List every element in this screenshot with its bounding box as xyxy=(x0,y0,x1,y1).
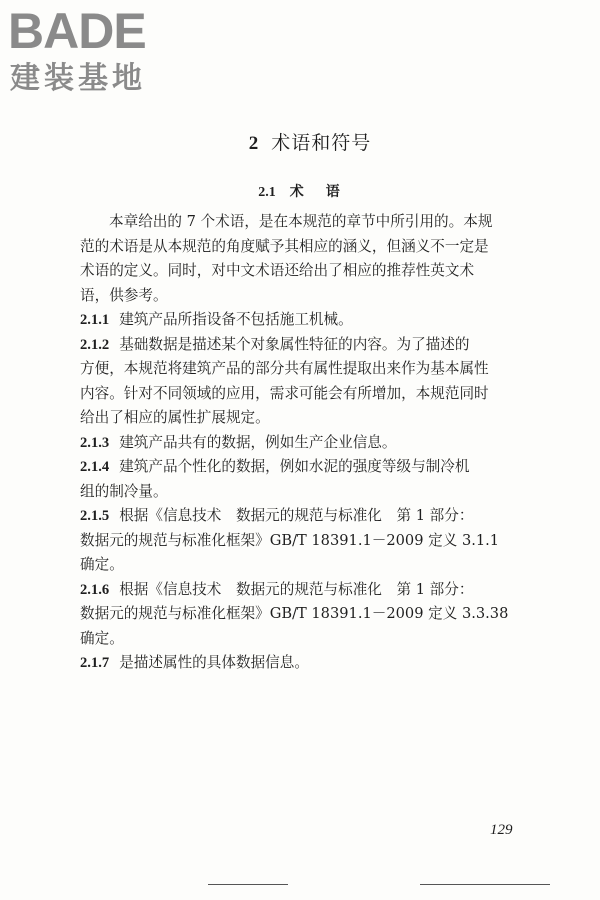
clause-line: 数据元的规范与标准化框架》GB/T 18391.1－2009 定义 3.3.38 xyxy=(80,605,509,622)
logo-graphic xyxy=(8,4,178,94)
clause-2-1-3 xyxy=(80,431,550,456)
clause-line: 内容。针对不同领域的应用，需求可能会有所增加，本规范同时 xyxy=(80,384,489,402)
page-number: 129 xyxy=(490,822,513,838)
clause-line: 确定。 xyxy=(80,629,124,647)
clause-number: 2.1.7 xyxy=(80,655,110,671)
clause-line: 建筑产品个性化的数据，例如水泥的强度等级与制冷机 xyxy=(119,458,470,475)
clause-number: 2.1.6 xyxy=(80,581,110,598)
clause-line: 方便，本规范将建筑产品的部分共有属性提取出来作为基本属性 xyxy=(80,360,489,377)
clause-number: 2.1.5 xyxy=(80,508,110,524)
clause-line: 数据元的规范与标准化框架》GB/T 18391.1－2009 定义 3.1.1 xyxy=(80,531,500,549)
intro-line: 本章给出的 7 个术语，是在本规范的章节中所引用的。本规 xyxy=(109,213,493,230)
chapter-title-text: 术语和符号 xyxy=(271,132,372,154)
intro-paragraph xyxy=(80,210,550,308)
section-title xyxy=(0,181,600,201)
clause-line: 根据《信息技术 数据元的规范与标准化 第 1 部分： xyxy=(119,580,474,598)
clause-2-1-6 xyxy=(80,578,550,652)
clause-line: 建筑产品所指设备不包括施工机械。 xyxy=(119,311,353,328)
intro-line: 语，供参考。 xyxy=(80,286,168,304)
clause-number: 2.1.3 xyxy=(80,434,110,451)
clause-line: 建筑产品共有的数据，例如生产企业信息。 xyxy=(119,433,397,451)
document-body xyxy=(80,210,550,676)
footer-rule-right xyxy=(420,884,550,885)
clause-2-1-7 xyxy=(80,651,550,676)
chapter-number: 2 xyxy=(248,133,260,154)
section-title-text: 术语 xyxy=(289,184,362,200)
clause-2-1-1 xyxy=(80,308,550,333)
clause-line: 组的制冷量。 xyxy=(80,482,168,500)
chapter-title xyxy=(0,128,600,155)
intro-line: 术语的定义。同时，对中文术语还给出了相应的推荐性英文术 xyxy=(80,262,475,279)
clause-line: 是描述属性的具体数据信息。 xyxy=(119,654,309,671)
footer-rule-left xyxy=(208,884,288,885)
section-number: 2.1 xyxy=(258,185,276,200)
clause-line: 确定。 xyxy=(80,556,124,573)
clause-list xyxy=(80,308,550,676)
clause-number: 2.1.2 xyxy=(80,336,110,353)
clause-2-1-4 xyxy=(80,455,550,504)
intro-line: 范的术语是从本规范的角度赋予其相应的涵义，但涵义不一定是 xyxy=(80,237,489,255)
clause-line: 根据《信息技术 数据元的规范与标准化 第 1 部分： xyxy=(119,507,474,524)
bade-logo xyxy=(8,4,178,94)
clause-line: 给出了相应的属性扩展规定。 xyxy=(80,409,270,426)
clause-number: 2.1.1 xyxy=(80,312,110,328)
logo-sub-text: 建装基地 xyxy=(10,61,146,94)
clause-2-1-5 xyxy=(80,504,550,578)
logo-brand-text: BADE xyxy=(8,4,146,59)
clause-line: 基础数据是描述某个对象属性特征的内容。为了描述的 xyxy=(119,335,470,353)
clause-number: 2.1.4 xyxy=(80,459,110,475)
clause-2-1-2 xyxy=(80,333,550,431)
